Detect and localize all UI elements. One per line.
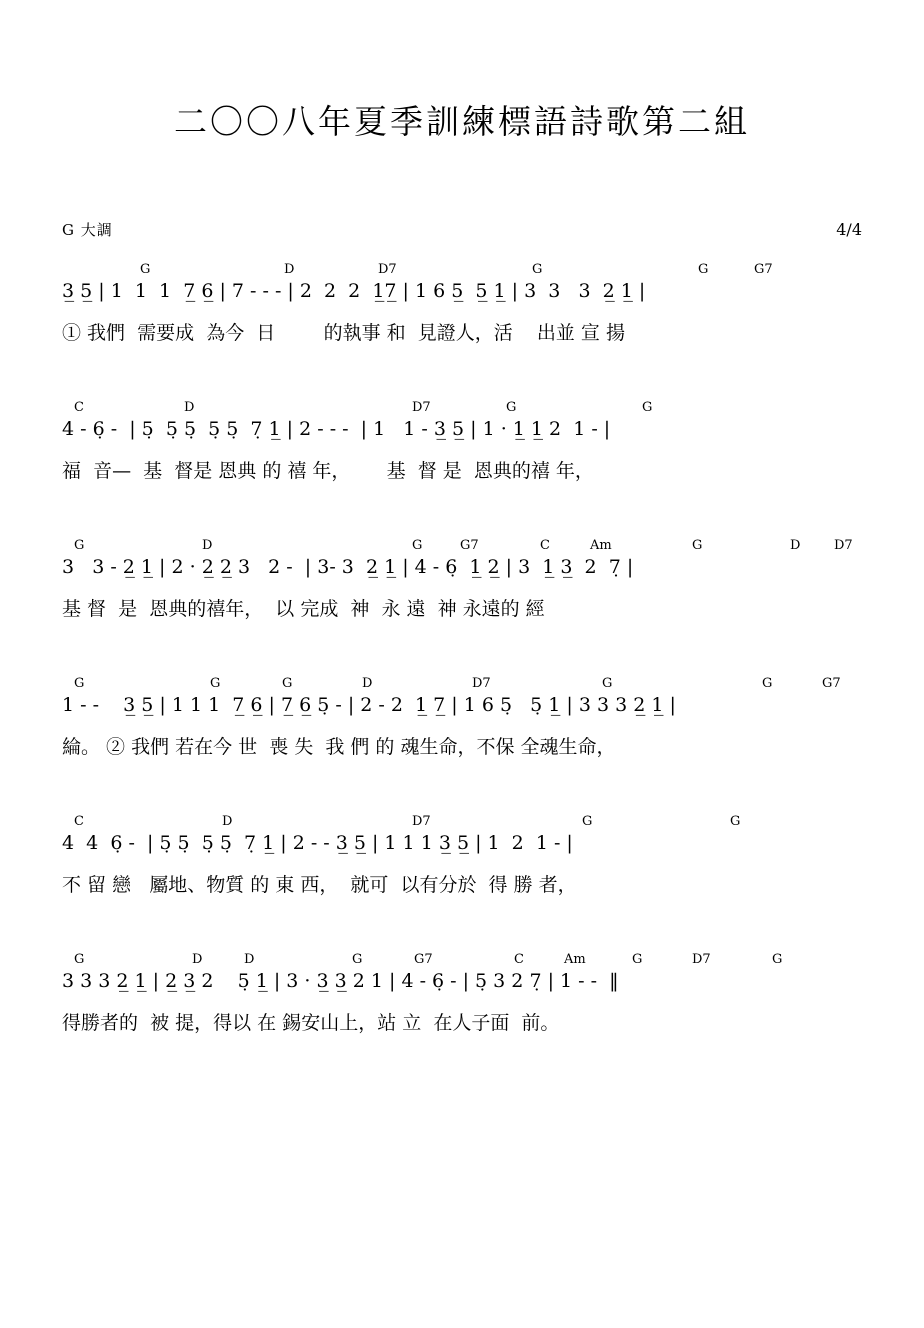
chord-symbol: D bbox=[244, 952, 255, 967]
system-spacer bbox=[62, 900, 862, 930]
chord-row bbox=[62, 814, 862, 832]
chord-symbol: G bbox=[74, 676, 85, 691]
time-signature: 4/4 bbox=[836, 220, 862, 239]
chord-symbol: D bbox=[284, 262, 295, 277]
chord-symbol: G bbox=[210, 676, 221, 691]
page-title: 二〇〇八年夏季訓練標語詩歌第二組 bbox=[174, 102, 750, 141]
notation-row bbox=[62, 280, 862, 314]
chord-symbol: G bbox=[412, 538, 423, 553]
lyrics-line: 綸。 ② 我們 若在今 世 喪 失 我 們 的 魂生命，不保 全魂生命， bbox=[62, 736, 616, 758]
chord-symbol: G bbox=[698, 262, 709, 277]
chord-row bbox=[62, 676, 862, 694]
chord-symbol: G bbox=[632, 952, 643, 967]
system-spacer bbox=[62, 762, 862, 792]
chord-symbol: D7 bbox=[472, 676, 491, 691]
chord-symbol: D bbox=[192, 952, 203, 967]
lyrics-line: 基 督 是 恩典的禧年， 以 完成 神 永 遠 神 永遠的 經 bbox=[62, 598, 545, 620]
chord-symbol: G7 bbox=[414, 952, 433, 967]
chord-row bbox=[62, 400, 862, 418]
chord-symbol: G bbox=[730, 814, 741, 829]
chord-symbol: Am bbox=[590, 538, 612, 553]
music-system-5 bbox=[62, 814, 862, 900]
jianpu-notes: 3 3 3 2̲ 1̲ | 2̲ 3̲ 2 5̣ 1̲ | 3 · 3̲ 3̲ 2 1 | 4 - 6̣ - | 5̣ 3 2 7̣ | 1 - - ‖ bbox=[62, 970, 619, 992]
chord-symbol: G bbox=[282, 676, 293, 691]
jianpu-notes: 4 - 6̣ - | 5̣ 5̣ 5̣ 5̣ 5̣ 7̣ 1̲ | 2 - - - | 1 1 - 3̲ 5̲ | 1 · 1̲ 1̲ 2 1 - | bbox=[62, 418, 611, 440]
chord-symbol: D bbox=[222, 814, 233, 829]
lyrics-row bbox=[62, 456, 862, 486]
chord-symbol: C bbox=[74, 400, 84, 415]
chord-symbol: C bbox=[540, 538, 550, 553]
chord-symbol: D7 bbox=[834, 538, 853, 553]
lyrics-line: ① 我們 需要成 為今 日 的執事 和 見證人，活 出並 宣 揚 bbox=[62, 322, 625, 344]
chord-symbol: G bbox=[642, 400, 653, 415]
chord-row bbox=[62, 262, 862, 280]
chord-symbol: C bbox=[514, 952, 524, 967]
chord-symbol: G7 bbox=[822, 676, 841, 691]
jianpu-notes: 3 3 - 2̲ 1̲ | 2 · 2̲ 2̲ 3 2 - | 3- 3 2̲ 1̲ | 4 - 6̣ 1̲ 2̲ | 3 1̲ 3̲ 2 7̣ | bbox=[62, 556, 634, 578]
jianpu-notes: 1 - - 3̲ 5̲ | 1 1 1 7̲ 6̲ | 7̲ 6̲ 5̣ - | 2 - 2 1̲ 7̲ | 1 6 5̣ 5̣ 1̲ | 3 3 3 2̲ 1̲ | bbox=[62, 694, 676, 716]
notation-row bbox=[62, 970, 862, 1004]
chord-row bbox=[62, 538, 862, 556]
meta-row bbox=[62, 219, 862, 240]
lyrics-line: 不 留 戀 屬地、物質 的 東 西， 就可 以有分於 得 勝 者， bbox=[62, 874, 577, 896]
notation-row bbox=[62, 418, 862, 452]
chord-symbol: D7 bbox=[692, 952, 711, 967]
chord-symbol: Am bbox=[564, 952, 586, 967]
chord-symbol: G bbox=[532, 262, 543, 277]
chord-symbol: D7 bbox=[412, 400, 431, 415]
notation-row bbox=[62, 694, 862, 728]
music-system-4 bbox=[62, 676, 862, 762]
chord-symbol: G bbox=[74, 952, 85, 967]
chord-symbol: G bbox=[772, 952, 783, 967]
key-signature: G 大調 bbox=[62, 221, 113, 239]
chord-symbol: G bbox=[602, 676, 613, 691]
lyrics-line: 得勝者的 被 提，得以 在 錫安山上，站 立 在人子面 前。 bbox=[62, 1012, 560, 1034]
lyrics-row bbox=[62, 870, 862, 900]
jianpu-notes: 4 4 6̣ - | 5̣ 5̣ 5̣ 5̣ 7̣ 1̲ | 2 - - 3̲ 5̲ | 1 1 1 3̲ 5̲ | 1 2 1 - | bbox=[62, 832, 573, 854]
chord-symbol: G bbox=[762, 676, 773, 691]
music-system-1 bbox=[62, 262, 862, 348]
system-spacer bbox=[62, 624, 862, 654]
chord-row bbox=[62, 952, 862, 970]
lyrics-row bbox=[62, 594, 862, 624]
chord-symbol: D bbox=[362, 676, 373, 691]
chord-symbol: D bbox=[790, 538, 801, 553]
music-system-2 bbox=[62, 400, 862, 486]
chord-symbol: D bbox=[184, 400, 195, 415]
system-spacer bbox=[62, 486, 862, 516]
chord-symbol: G7 bbox=[460, 538, 479, 553]
lyrics-row bbox=[62, 318, 862, 348]
chord-symbol: G bbox=[140, 262, 151, 277]
lyrics-row bbox=[62, 732, 862, 762]
lyrics-line: 福 音— 基 督是 恩典 的 禧 年， 基 督 是 恩典的禧 年， bbox=[62, 460, 594, 482]
chord-symbol: G bbox=[74, 538, 85, 553]
music-system-6 bbox=[62, 952, 862, 1038]
jianpu-notes: 3̲ 5̲ | 1 1 1 7̲ 6̲ | 7 - - - | 2 2 2 1̲7̲ | 1 6 5̲ 5̲ 1̲ | 3 3 3 2̲ 1̲ | bbox=[62, 280, 646, 302]
music-system-3 bbox=[62, 538, 862, 624]
chord-symbol: C bbox=[74, 814, 84, 829]
chord-symbol: G bbox=[506, 400, 517, 415]
notation-row bbox=[62, 832, 862, 866]
notation-row bbox=[62, 556, 862, 590]
chord-symbol: G7 bbox=[754, 262, 773, 277]
chord-symbol: G bbox=[692, 538, 703, 553]
system-spacer bbox=[62, 348, 862, 378]
song-sheet-page bbox=[0, 96, 924, 1328]
chord-symbol: G bbox=[352, 952, 363, 967]
chord-symbol: G bbox=[582, 814, 593, 829]
chord-symbol: D bbox=[202, 538, 213, 553]
chord-symbol: D7 bbox=[412, 814, 431, 829]
lyrics-row bbox=[62, 1008, 862, 1038]
chord-symbol: D7 bbox=[378, 262, 397, 277]
